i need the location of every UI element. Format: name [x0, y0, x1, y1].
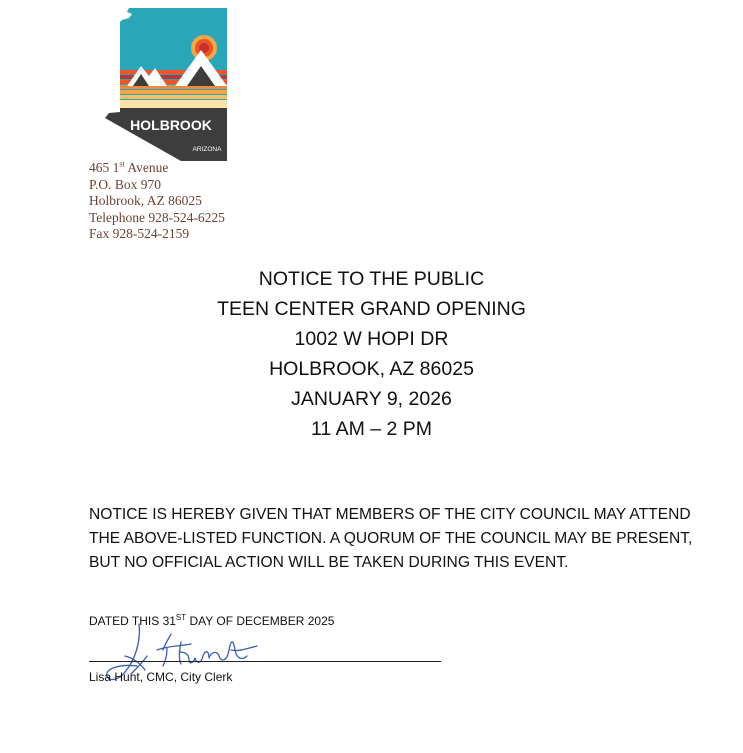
logo-state: ARIZONA [192, 146, 222, 153]
dated-line: DATED THIS 31ST DAY OF DECEMBER 2025 [89, 613, 335, 628]
notice-paragraph: NOTICE IS HEREBY GIVEN THAT MEMBERS OF THE CITY COUNCIL MAY ATTEND THE ABOVE-LISTED FUNCTION. A QUORUM OF THE COUNCIL MAY BE PRESENT, BUT NO OFFICIAL ACTION WILL BE TAKEN DURING THIS EVENT. [89, 506, 693, 571]
signature-line [89, 661, 441, 662]
heading-title: NOTICE TO THE PUBLIC [258, 268, 485, 290]
heading-city: HOLBROOK, AZ 86025 [269, 358, 474, 380]
address-po-box: P.O. Box 970 [89, 176, 162, 192]
logo-name: HOLBROOK [130, 117, 212, 133]
address-street: 465 1st Avenue [89, 159, 169, 175]
heading-event: TEEN CENTER GRAND OPENING [217, 298, 526, 320]
holbrook-logo [97, 8, 233, 161]
heading-time: 11 AM – 2 PM [310, 418, 433, 440]
clerk-name-title: Lisa Hunt, CMC, City Clerk [89, 670, 233, 684]
heading-date: JANUARY 9, 2026 [291, 388, 452, 410]
heading-street: 1002 W HOPI DR [294, 328, 449, 350]
notice-heading [0, 264, 743, 444]
return-address [89, 160, 225, 243]
address-telephone: Telephone 928-524-6225 [89, 209, 225, 225]
address-city: Holbrook, AZ 86025 [89, 193, 202, 208]
address-fax: Fax 928-524-2159 [89, 226, 190, 241]
